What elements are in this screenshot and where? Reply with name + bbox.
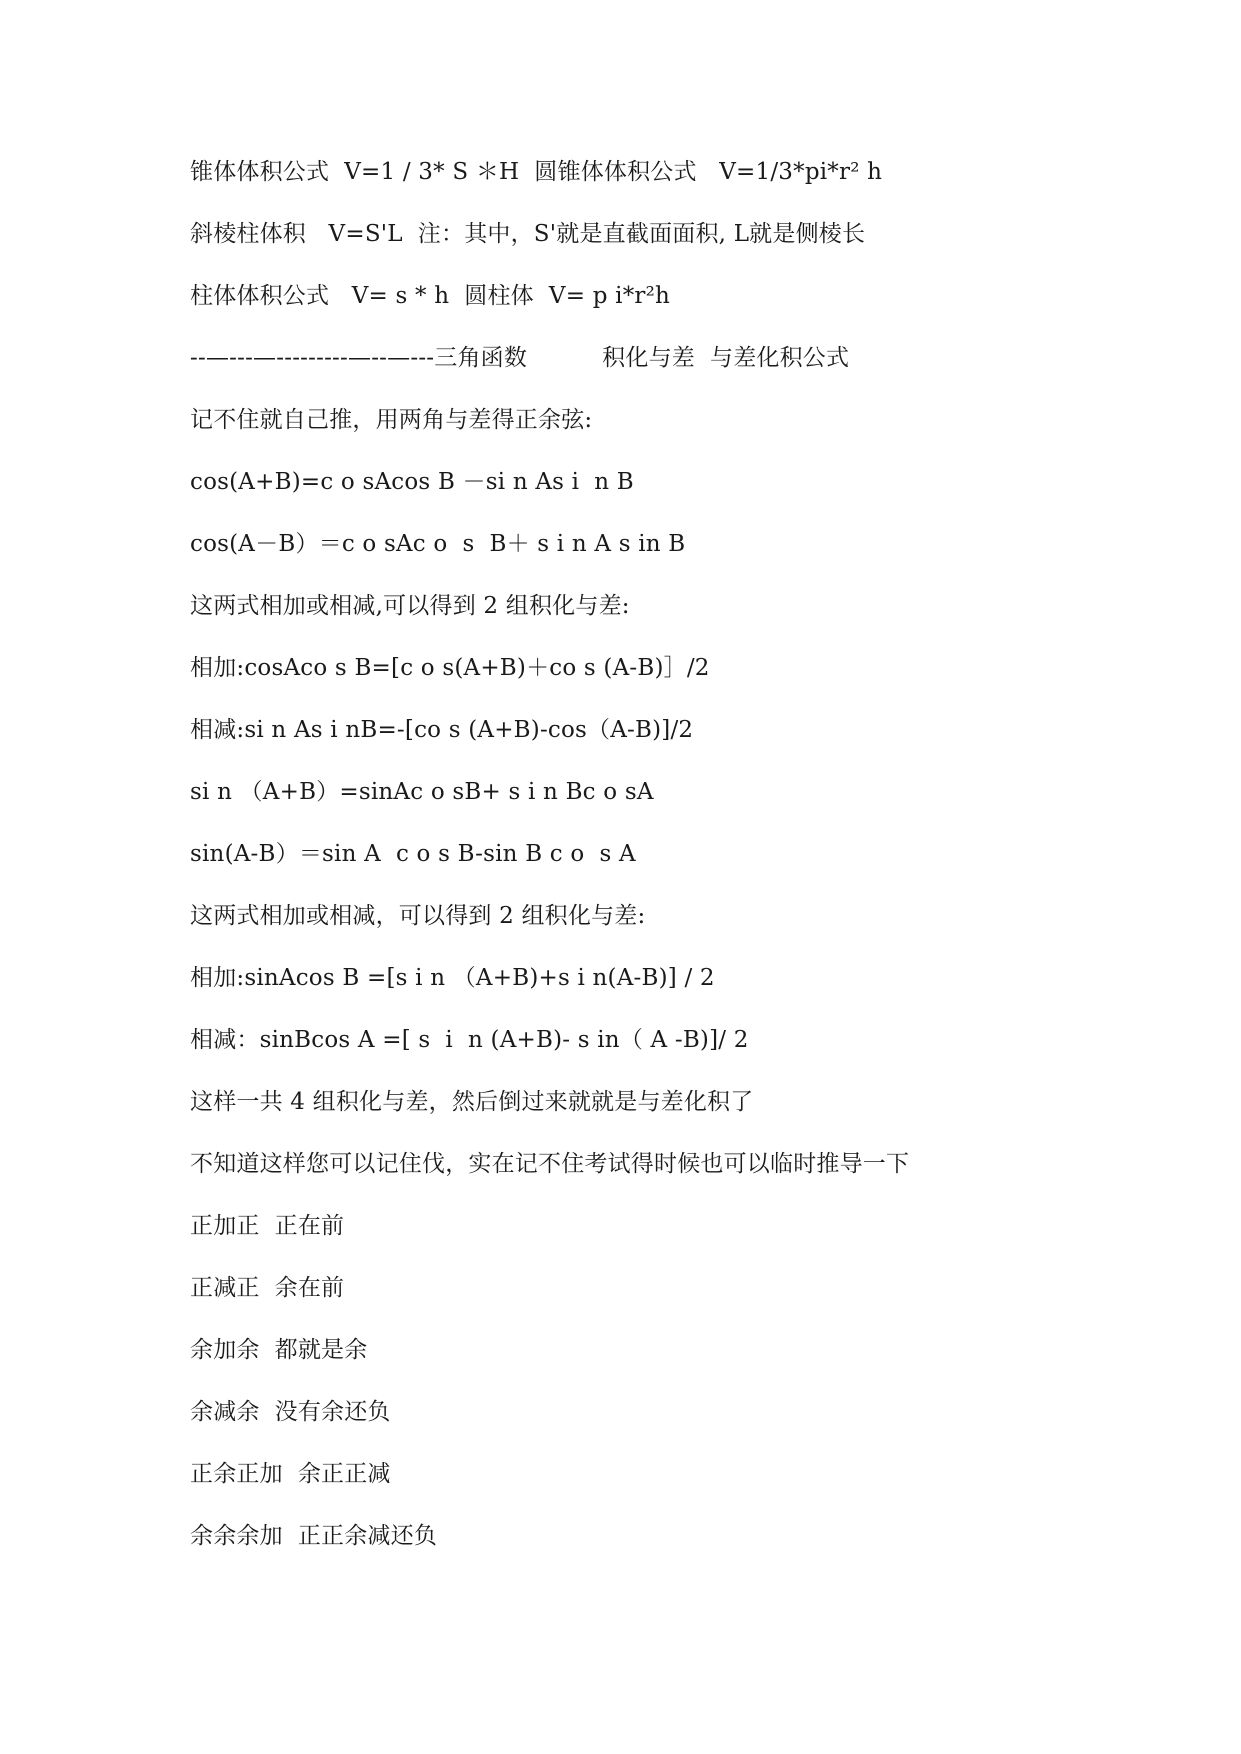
formula-line: 相加:sinAcos B =[s i n （A+B)+s i n(A-B)] / 2	[190, 965, 715, 991]
mnemonic-line: 余余余加 正正余减还负	[190, 1523, 438, 1549]
text-line: 这两式相加或相减，可以得到 2 组积化与差:	[190, 903, 646, 929]
text-line: 记不住就自己推，用两角与差得正余弦:	[190, 407, 593, 433]
text-line: 这两式相加或相减,可以得到 2 组积化与差:	[190, 593, 630, 619]
mnemonic-line: 正余正加 余正正减	[190, 1461, 391, 1487]
text-line-cylinder-volume: 柱体体积公式 V= s * h 圆柱体 V= p i*r²h	[190, 283, 671, 309]
text-line-cone-volume: 锥体体积公式 V=1 / 3* S ＊H 圆锥体体积公式 V=1/3*pi*r² h	[190, 159, 883, 185]
formula-line: sin(A-B）＝sin A c o s B-sin B c o s A	[190, 841, 636, 867]
formula-line: cos(A+B)=c o sAcos B －si n As i n B	[190, 469, 634, 495]
mnemonic-line: 正减正 余在前	[190, 1275, 345, 1301]
mnemonic-line: 余减余 没有余还负	[190, 1399, 391, 1425]
document-body	[190, 150, 1190, 1576]
text-line: 这样一共 4 组积化与差，然后倒过来就就是与差化积了	[190, 1089, 754, 1115]
formula-line: cos(A－B）＝c o sAc o s B＋ s i n A s in B	[190, 531, 686, 557]
text-line-oblique-prism-volume: 斜棱柱体积 V=S'L 注：其中，S'就是直截面面积, L就是侧棱长	[190, 221, 866, 247]
text-line: 不知道这样您可以记住伐，实在记不住考试得时候也可以临时推导一下	[190, 1151, 910, 1177]
formula-line: 相加:cosAco s B=[c o s(A+B)＋co s (A-B)］/2	[190, 655, 710, 681]
formula-line: 相减：sinBcos A =[ s i n (A+B)- s in（ A -B)]/ 2	[190, 1027, 749, 1053]
text-line-section-heading: --—---—---------—--—---三角函数 积化与差 与差化积公式	[190, 345, 850, 371]
formula-line: si n （A+B）=sinAc o sB+ s i n Bc o sA	[190, 779, 654, 805]
mnemonic-line: 余加余 都就是余	[190, 1337, 368, 1363]
mnemonic-line: 正加正 正在前	[190, 1213, 345, 1239]
formula-line: 相减:si n As i nB=-[co s (A+B)-cos（A-B)]/2	[190, 717, 694, 743]
